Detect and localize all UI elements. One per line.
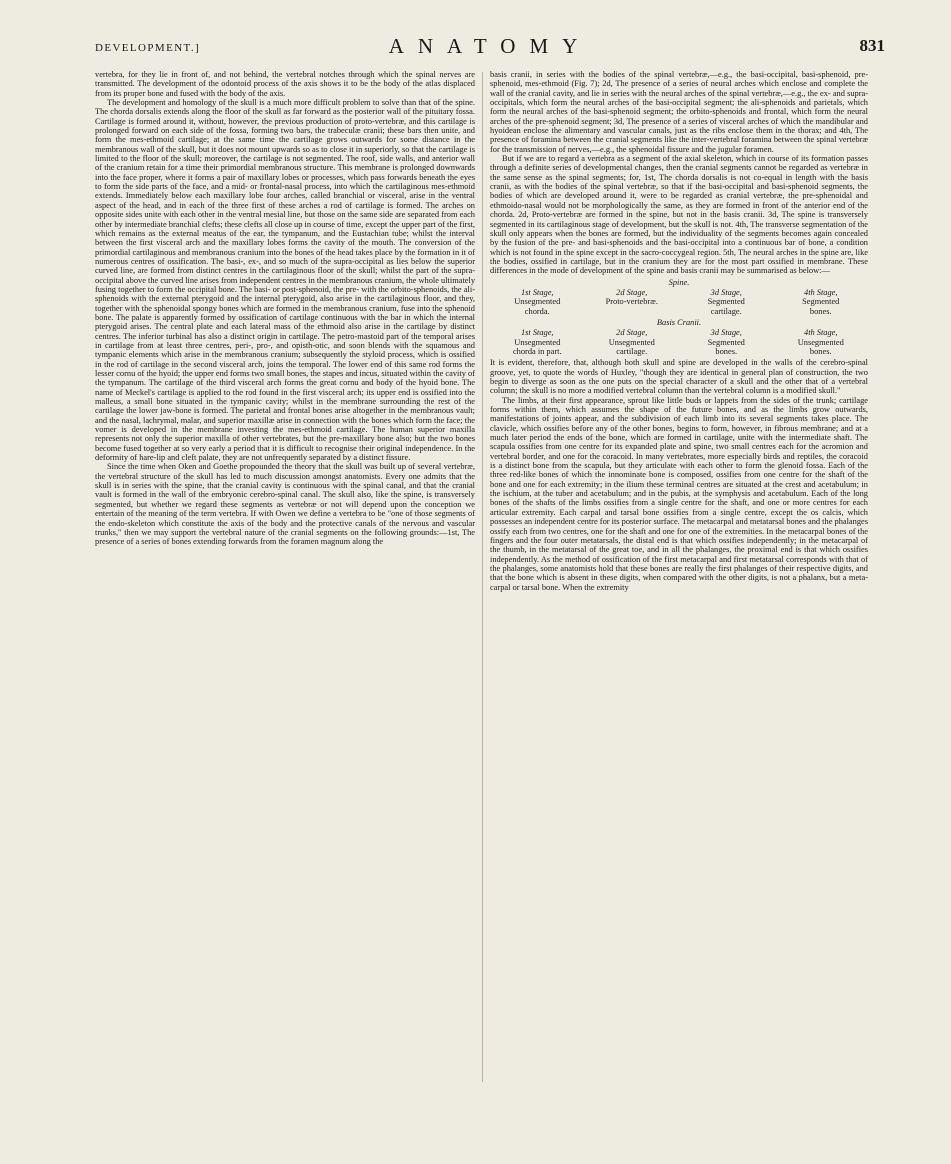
page-number: 831 [859,36,885,55]
cranii-table-caption: Basis Cranii. [656,317,702,327]
table-cell: bones. [809,306,832,316]
paragraph: The development and homology of the skull is a much more difficult problem to solve than that of the spine. The chorda dorsalis extends along the floor of the skull as far forward as the posterior wall of the pituitary fossa. Cartilage is formed around it, without, however, the previous production of proto-vertebræ, and this cartilage is prolonged forward on each side of the fossa, forming two bars, the trabeculæ cranii; these bars then unite, and form the mes-ethmoid cartilage; at the same time the cartilage grows outwards for some distance in the membranous wall of the skull, but it does not mount upwards so as to close it in superiorly, so that the cartilage is limited to the floor of the skull; moreover, the cartilage is not segmented. The roof, side walls, and anterior wall of the cranium retain for a time their primordial membranous structure. This membrane is prolonged downwards into the face proper, where it forms a pair of maxillary lobes or processes, which pass forwards beneath the eyes to form the side parts of the face, and a mid- or frontal-nasal process, into which the cartilaginous mes-ethmoid extends. Immediately below each maxillary lobe four arches, called branchial or visceral, arise in the ventral aspect of the head, and in each of the three first of these arches a rod of cartilage is formed. The arches on opposite sides unite with each other in the ventral mesial line, but those on the same side are separated from each other by intermediate branchial clefts; these clefts all close up in course of time, except the upper part of the first, which remains as the external meatus of the ear, the tympanum, and the Eustachian tube; whilst the interval between the first visceral arch and the maxillary lobes forms the cavity of the mouth. The conversion of the primordial cartilaginous and membranous cranium into the bones of the head takes place by the formation in it of numerous centres of ossification. The basi-, ex-, and so much of the supra-occipital as lies below the superior curved line, are formed from distinct centres in the cartilaginous floor of the skull; whilst the part of the supra-occipital above the curved line arises from independent centres in the membranous cranium, the whole ultimately fusing together to form the occipital bone. The basi- or post-sphenoid, the pre- with the orbito-sphenoids, the ali-sphenoids with the external pterygoid and the internal pterygoid, also arise in the cartilaginous floor, and they, together with the sphenoidal spongy bones which are formed in the membranous cranium, fuse into the sphenoid bone. The palate is apparently formed by ossification of cartilage continuous with the bar in which the internal pterygoid arises. The central plate and each lateral mass of the ethmoid also arise in the cartilage by distinct centres. The inferior turbinal has also a distinct origin in cartilage. The petro-mastoid part of the temporal arises in cartilage from at least three centres, peri-, pro-, and opisth-otic, and soon blends with the squamous and tympanic elements which arise in the membranous cranium; subsequently the styloid process, which is ossified in the rod of cartilage in the second visceral arch, joins the temporal. The lower end of this same rod forms the lesser cornu of the hyoid; the upper end forms two small bones, the stapes and incus, situated within the cavity of the tympanum. The cartilage of the third visceral arch forms the great cornu and body of the hyoid bone. The name of Meckel's cartilage is applied to the rod found in the first visceral arch; its upper end is ossified into the malleus, a small bone situated in the tympanic cavity; whilst in the membrane surrounding the rest of the cartilage the lower jaw-bone is formed. The parietal and frontal bones arise altogether in the membranous vault; and the nasal, lachrymal, malar, and superior maxillæ arise in connection with the bones which form the face; the vomer is developed in the membrane investing the mes-ethmoid cartilage. The human superior maxilla represents not only the superior maxilla of other vertebrates, but the pre-maxillary bone also; but the two bones become fused together at so very early a period that it is difficult to recognise their original independence. In the deformity of hare-lip and cleft palate, they are not unfrequently separated by a distinct fissure. [95,98,476,463]
table-cell: cartilage. [710,306,742,316]
table-cell: bones. [715,346,738,356]
table-header-cell: 2d Stage, [616,328,648,338]
table-header-cell: 4th Stage, [804,287,838,297]
table-header-cell: 2d Stage, [616,287,648,297]
table-header-cell: 1st Stage, [520,328,554,338]
paragraph: But if we are to regard a vertebra as a segment of the axial skeleton, which in course of its formation passes through a definite series of developmental changes, then the cranial segments cannot be regarded as vertebræ in the same sense as the spinal segments; for, 1st, The chorda dorsalis is not co-equal in length with the basis cranii, as with the bodies of the spinal vertebræ, so that if the basi-occipital and basi-sphenoid segments, the bodies of which are developed around it, were to be regarded as cranial vertebræ, the pre-sphenoidal and ethmoido-nasal would not be morphologically the same, as they are formed in front of the anterior end of the chorda. 2d, Proto-vertebræ are formed in the spine, but not in the basis cranii. 3d, The spine is transversely segmented in its cartilaginous stage of development, but the skull is not. 4th, The transverse segmentation of the skull only appears when the bones are formed, but the individuality of the segments becomes again concealed by the fusion of the pre- and basi-sphenoids and the basi-occipital into a continuous bar of bone, a condition which is not found in the spine except in the sacro-coccygeal region. 5th, The neural arches in the spine are, like the bodies, ossified in cartilage, but in the cranium they are for the most part ossified in membrane. These differences in the mode of development of the spine and basis cranii may be summarised as below:— [490,154,868,276]
table-cell: bones. [809,346,832,356]
table-cell: Unsegmented [514,337,561,347]
table-cell: Segmented [707,297,745,307]
spine-stages-table [490,288,868,316]
page-header [95,34,885,60]
section-heading: DEVELOPMENT.] [95,42,201,54]
column-divider [482,72,483,1082]
left-column [95,70,475,1140]
table-cell: Segmented [707,337,745,347]
table-header-cell: 3d Stage, [710,287,742,297]
table-cell: Unsegmented [608,337,655,347]
table-cell: Unsegmented [514,297,561,307]
table-cell: Proto-vertebræ. [605,297,658,307]
table-cell: chorda in part. [512,346,562,356]
table-header-cell: 3d Stage, [710,328,742,338]
cranii-stages-table [490,328,868,356]
paragraph: Since the time when Oken and Goethe propounded the theory that the skull was built up of several vertebræ, the vertebral structure of the skull has led to much discussion amongst anatomists. Every one admits that the skull is in series with the spine, that the cranial cavity is continuous with the spinal canal, and that the cranial vault is formed in the wall of the embryonic cerebro-spinal canal. The skull also, like the spine, is transversely segmented, but whether we regard these segments as vertebræ or not will depend upon the conception we entertain of the meaning of the term vertebra. If with Owen we define a vertebra to be "one of those segments of the endo-skeleton which constitute the axis of the body and the protective canals of the nervous and vascular trunks," then we may support the vertebral nature of the cranial segments on the following grounds:—1st, The presence of a series of bones extending forwards from the foramen magnum along the [95,462,475,547]
table-cell [585,307,680,316]
right-column [490,70,868,1100]
paragraph: The limbs, at their first appearance, sprout like little buds or lappets from the sides of the trunk; cartilage forms within them, which assumes the shape of the future bones, and as the limbs grow outwards, manifestations of joints appear, and the subdivision of each limb into its several segments takes place. The clavicle, which ossifies before any of the other bones, begins to form, however, in fibrous membrane; and at a much later period the ends of the bone, which are formed in cartilage, unite with the intermediate shaft. The scapula ossifies from one centre for its expanded plate and spine, two small centres each for the acromion and vertebral border, and one for the coracoid. In many vertebrates, more especially birds and reptiles, the coracoid is a distinct bone from the scapula, but they articulate with each other to form the glenoid fossa. Each of the three red-like bones of which the innominate bone is composed, ossifies from one centre for the shaft of the bone and one for each extremity; in the ilium these terminal centres are situated at the crest and acetabulum; in the ischium, at the tuber and acetabulum; and in the pubis, at the symphysis and acetabulum. Each of the long bones of the shafts of the limbs ossifies from a single centre for the shaft, and one or more centres for each articular extremity. Each carpal and tarsal bone ossifies from a single centre, except the os calcis, which possesses an independent centre for its posterior surface. The metacarpal and metatarsal bones and the phalanges ossify each from two centres, one for the shaft and one for one of the extremities. In the metacarpal bones of the fingers and the four outer metatarsals, the distal end is that which ossifies independently; in the metacarpal of the thumb, in the metatarsal of the great toe, and in all the phalanges, the proximal end is that which ossifies independently. As the method of ossification of the first metacarpal and first metatarsal corresponds with that of the phalanges, some anatomists hold that these bones are really the first phalanges of their respective digits, and that the bone which is absent in these digits, when compared with the other digits, is not a phalanx, but a meta-carpal or tarsal bone. When the extremity [490,395,868,592]
spine-table-caption: Spine. [668,277,690,287]
table-header-cell: 4th Stage, [804,328,838,338]
table-header-cell: 1st Stage, [520,287,554,297]
paragraph: It is evident, therefore, that, although both skull and spine are developed in the walls of the cerebro-spinal groove, yet, to quote the words of Huxley, "though they are identical in general plan of construction, the two begin to diverge as soon as the one puts on the special character of a skull and the other that of a vertebral column; the skull is no more a modified vertebral column than the vertebral column is a modified skull." [490,358,868,396]
paragraph: vertebra, for they lie in front of, and not behind, the vertebral notches through which the spinal nerves are transmitted. The development of the odontoid process of the axis shows it to be the body of the atlas displaced from its proper bone and fused with the body of the axis. [95,70,475,98]
table-cell: cartilage. [616,346,648,356]
table-cell: chorda. [524,306,550,316]
paragraph: basis cranii, in series with the bodies of the spinal vertebræ,—e.g., the basi-occipital, basi-sphenoid, pre-sphenoid, mes-ethmoid (Fig. 7); 2d, The presence of a series of neural arches which enclose and complete the wall of the cranial cavity, and lie in series with the neural arches of the spinal vertebræ,—e.g., the ex- and supra-occipitals, which form the neural arches of the basi-occipital segment; the ali-sphenoids and parietals, which form the neural arches of the basi-sphenoid segment; the orbito-sphenoids and frontal, which form the neural arches of the pre-sphenoid segment; 3d, The presence of a series of visceral arches of which the mandibular and hyoidean enclose the alimentary and vascular canals, just as the ribs enclose them in the thorax; and 4th, The presence of foramina between the cranial segments like the inter-vertebral foramina between the spinal vertebræ for the transmission of nerves,—e.g., the sphenoidal fissure and the jugular foramen. [490,70,868,154]
running-title: ANATOMY [388,34,592,58]
table-cell: Unsegmented [797,337,844,347]
table-cell: Segmented [802,297,840,307]
